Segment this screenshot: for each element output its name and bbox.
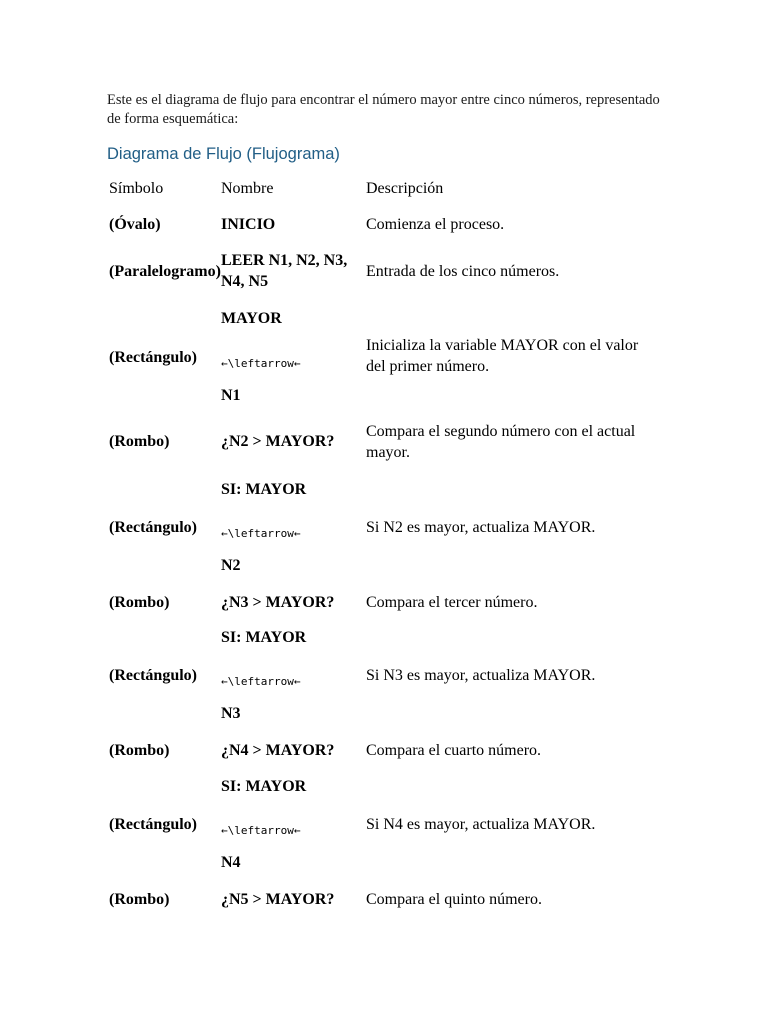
row-arrow: ←\leftarrow← [221,357,301,370]
row-symbol: (Óvalo) [109,216,161,233]
row-description: Compara el quinto número. [366,891,542,908]
row-symbol: (Rombo) [109,891,170,908]
section-heading: Diagrama de Flujo (Flujograma) [107,145,340,163]
row-description: Si N4 es mayor, actualiza MAYOR. [366,816,596,833]
row-name: INICIO [221,216,276,233]
row-name-bottom: N4 [221,854,241,871]
row-name-bottom: N3 [221,705,241,722]
row-name-bottom: N2 [221,557,241,574]
row-name-top: MAYOR [221,310,282,327]
row-description: Inicializa la variable MAYOR con el valor del primer número. [366,337,639,375]
row-name: ¿N3 > MAYOR? [221,594,335,611]
column-header-description: Descripción [366,180,444,197]
row-symbol: (Rombo) [109,433,170,450]
row-name-top: SI: MAYOR [221,629,307,646]
row-arrow: ←\leftarrow← [221,675,301,688]
row-description: Entrada de los cinco números. [366,263,560,280]
row-name: ¿N4 > MAYOR? [221,742,335,759]
row-description: Si N2 es mayor, actualiza MAYOR. [366,519,596,536]
row-symbol: (Rombo) [109,594,170,611]
row-symbol: (Rombo) [109,742,170,759]
row-description: Compara el cuarto número. [366,742,542,759]
row-symbol: (Rectángulo) [109,519,197,536]
row-symbol: (Rectángulo) [109,816,197,833]
column-header-name: Nombre [221,180,274,197]
row-name: ¿N2 > MAYOR? [221,433,335,450]
row-description: Comienza el proceso. [366,216,505,233]
row-description: Compara el segundo número con el actual mayor. [366,423,636,461]
row-name-bottom: N1 [221,387,241,404]
row-name: LEER N1, N2, N3, N4, N5 [221,252,348,290]
row-arrow: ←\leftarrow← [221,824,301,837]
row-name-top: SI: MAYOR [221,481,307,498]
column-header-symbol: Símbolo [109,180,164,197]
row-description: Si N3 es mayor, actualiza MAYOR. [366,667,596,684]
row-arrow: ←\leftarrow← [221,527,301,540]
row-symbol: (Paralelogramo) [109,263,221,280]
row-symbol: (Rectángulo) [109,667,197,684]
row-name-top: SI: MAYOR [221,778,307,795]
row-symbol: (Rectángulo) [109,349,197,366]
row-name: ¿N5 > MAYOR? [221,891,335,908]
row-description: Compara el tercer número. [366,594,538,611]
intro-paragraph: Este es el diagrama de flujo para encontrar el número mayor entre cinco números, representado de forma esquemática: [107,92,660,127]
